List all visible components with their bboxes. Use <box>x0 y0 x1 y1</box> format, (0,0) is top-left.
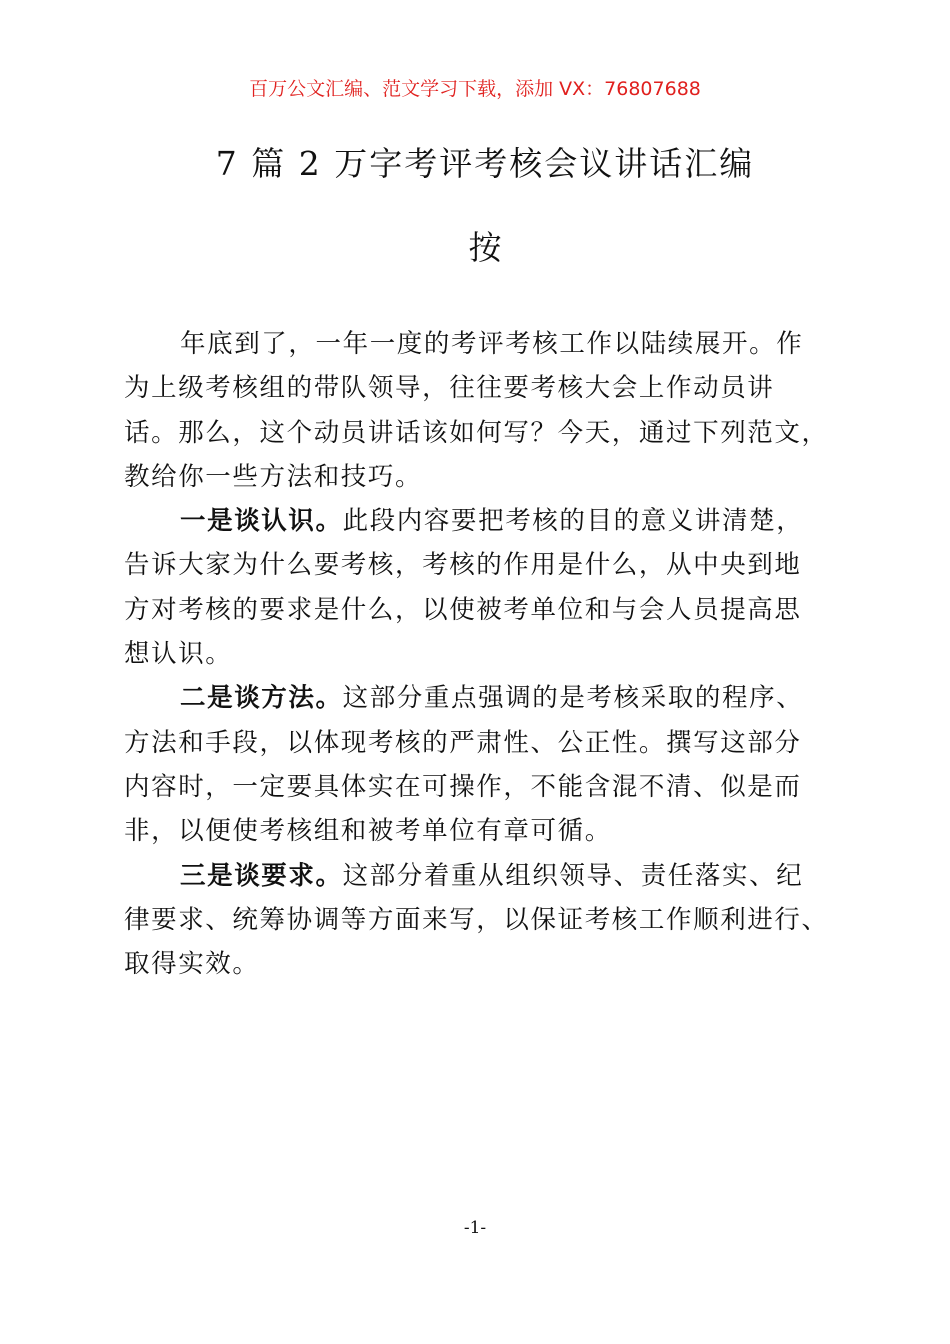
line-text: 年底到了，一年一度的考评考核工作以陆续展开。作 <box>180 329 804 359</box>
line-text: 话。那么，这个动员讲话该如何写？今天，通过下列范文， <box>124 417 829 448</box>
text-line <box>124 721 854 765</box>
line-text: 非，以便使考核组和被考单位有章可循。 <box>124 816 612 847</box>
paragraph-lead: 二是谈方法。 <box>180 683 343 714</box>
paragraph <box>124 322 854 499</box>
line-text: 告诉大家为什么要考核，考核的作用是什么，从中央到地 <box>124 550 802 581</box>
text-line <box>124 809 854 853</box>
document-title: 7 篇 2 万字考评考核会议讲话汇编 <box>215 144 755 183</box>
text-line <box>124 411 854 455</box>
line-text: 方对考核的要求是什么，以使被考单位和与会人员提高思 <box>124 594 802 625</box>
paragraph <box>124 676 854 853</box>
text-line <box>124 676 854 720</box>
text-line <box>124 499 854 543</box>
section-heading: 按 <box>468 228 502 267</box>
text-line <box>124 322 854 366</box>
paragraph <box>124 499 854 676</box>
line-text: 内容时，一定要具体实在可操作，不能含混不清、似是而 <box>124 771 802 802</box>
text-line <box>124 588 854 632</box>
text-line <box>124 366 854 410</box>
line-text: 方法和手段，以体现考核的严肃性、公正性。撰写这部分 <box>124 727 802 758</box>
text-line <box>124 543 854 587</box>
text-line <box>124 854 854 898</box>
text-line <box>124 898 854 942</box>
line-text: 这部分重点强调的是考核采取的程序、 <box>342 683 804 714</box>
line-text: 教给你一些方法和技巧。 <box>124 461 423 492</box>
line-text: 这部分着重从组织领导、责任落实、纪 <box>342 860 804 891</box>
paragraph <box>124 854 854 987</box>
text-line <box>124 632 854 676</box>
line-text: 想认识。 <box>124 639 233 670</box>
page-number: -1- <box>463 1218 487 1238</box>
text-line <box>124 942 854 986</box>
line-text: 取得实效。 <box>124 949 260 980</box>
text-line <box>124 455 854 499</box>
document-body <box>124 322 854 986</box>
paragraph-lead: 一是谈认识。 <box>180 506 343 537</box>
paragraph-lead: 三是谈要求。 <box>180 860 343 891</box>
line-text: 律要求、统筹协调等方面来写，以保证考核工作顺利进行、 <box>124 904 829 935</box>
promo-banner: 百万公文汇编、范文学习下载，添加 VX：76807688 <box>249 78 701 100</box>
line-text: 为上级考核组的带队领导，往往要考核大会上作动员讲 <box>124 373 775 404</box>
line-text: 此段内容要把考核的目的意义讲清楚， <box>342 506 804 537</box>
text-line <box>124 765 854 809</box>
